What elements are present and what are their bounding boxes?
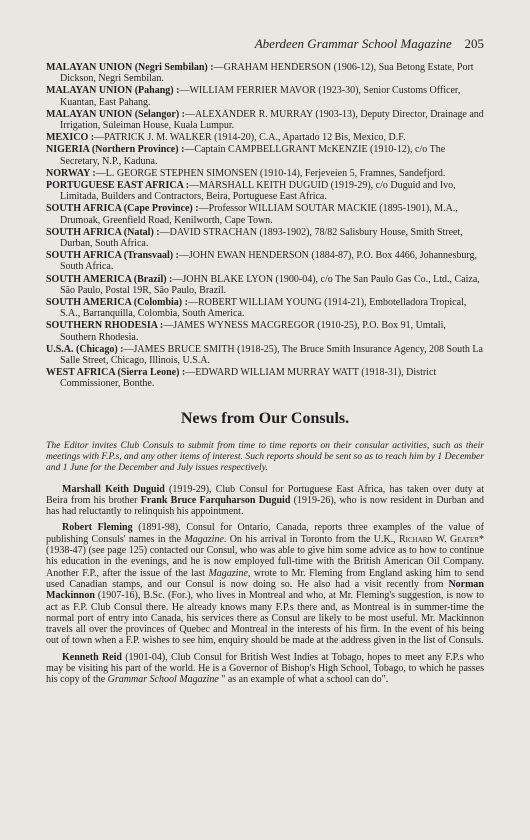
entry-text: —JAMES BRUCE SMITH (1918-25), The Bruce Smith Insurance Agency, 208 South La Salle Street, Chicago, Illinois, U.S.A. [60,343,483,367]
paragraph-text: (1919-26), who is now resident in Durban and has had reluctantly to relinquish his appointment. [46,494,485,518]
entry-country: MALAYAN UNION (Selangor) : [46,108,185,120]
person-name: Marshall Keith Duguid [62,483,165,495]
section-title: News from Our Consuls. [180,409,350,427]
consul-entry [46,168,484,179]
page-header [46,36,484,52]
paragraph-text: (1919-29), Club Consul for Portuguese East Africa, has taken over duty at Beira from his brother [46,483,485,506]
entry-country: MEXICO : [46,132,95,144]
paragraph-text: " as an example of what a school can do". [218,674,389,686]
magazine-title: Magazine [208,567,248,579]
entry-country: MALAYAN UNION (Pahang) : [46,85,180,97]
entry-text: —Captain CAMPBELLGRANT McKENZIE (1910-12), c/o The Secretary, N.P., Kaduna. [60,144,446,167]
consul-list [46,62,484,390]
entry-text: —ROBERT WILLIAM YOUNG (1914-21), Embotelladora Tropical, S.A., Barranquilla, Colombia, South America. [60,297,467,320]
entry-country: SOUTH AMERICA (Colombia) : [46,297,188,309]
consul-entry [46,85,484,107]
consul-entry [46,109,484,131]
entry-text: —JOHN BLAKE LYON (1900-04), c/o The San Paulo Gas Co., Ltd., Caiza, São Paulo, Postal 19R, São Paulo, Brazil. [60,273,480,296]
entry-country: PORTUGUESE EAST AFRICA : [46,180,190,192]
entry-text: —GRAHAM HENDERSON (1906-12), Sua Betong Estate, Port Dickson, Negri Sembilan. [60,62,474,85]
consul-entry [46,203,484,225]
magazine-title: Grammar School Magazine [107,674,219,686]
person-name: Robert Fleming [62,522,133,534]
news-paragraph-duguid [46,484,484,518]
paragraph-text: (1901-04), Club Consul for British West Indies at Tobago, hopes to meet any F.P.s who may be visiting his part of the world. He is a Governor of Bishop's High School, Tobago, to which he passes his copy of the [46,651,484,686]
entry-text: —WILLIAM FERRIER MAVOR (1923-30), Senior Customs Officer, Kuantan, East Pahang. [60,85,461,108]
page-number: 205 [464,36,484,51]
paragraph-text: , wrote to Mr. Fleming from England asking him to send used Canadian stamps, and our Consul is now doing so. He also had a visit recently from [46,567,484,590]
news-paragraph-reid [46,652,484,686]
consul-entry [46,144,484,166]
consul-entry [46,62,484,84]
entry-country: U.S.A. (Chicago) : [46,343,124,355]
consul-entry [46,132,484,143]
consul-entry [46,227,484,249]
entry-country: SOUTH AMERICA (Brazil) : [46,273,173,285]
person-name-smallcaps: Richard W. Geater [399,533,480,545]
entry-text: —MARSHALL KEITH DUGUID (1919-29), c/o Duguid and Ivo, Limitada, Builders and Contractors, Beira, Portuguese East Africa. [60,180,456,203]
magazine-title: Magazine [184,533,224,545]
person-name: Kenneth Reid [62,651,122,663]
person-name: Frank Bruce Farquharson Duguid [140,494,291,506]
consul-entry [46,367,484,389]
consul-entry [46,274,484,296]
paragraph-text: * (1938-47) (see page 125) contacted our Consul, who was able to give him some advice as to how to continue his education in the evenings, and he is now employed full-time with the British American Oil Company. Another F.P., after the issue of the last [46,533,485,579]
entry-text: —ALEXANDER R. MURRAY (1903-13), Deputy Director, Drainage and Irrigation, Suleiman House, Kuala Lumpur. [60,108,484,132]
news-paragraph-fleming [46,522,484,646]
person-name: Norman Mackinnon [46,578,484,602]
entry-text: —EDWARD WILLIAM MURRAY WATT (1918-31), District Commissioner, Bonthe. [60,367,437,390]
entry-country: MALAYAN UNION (Negri Sembilan) : [46,62,214,73]
entry-country: NORWAY : [46,167,96,179]
entry-country: WEST AFRICA (Sierra Leone) : [46,367,186,379]
entry-country: SOUTH AFRICA (Transvaal) : [46,250,179,262]
entry-text: —JOHN EWAN HENDERSON (1884-87), P.O. Box 4466, Johannesburg, South Africa. [60,250,478,273]
paragraph-text: . On his arrival in Toronto from the U.K., [223,533,400,545]
consul-entry [46,250,484,272]
entry-text: —DAVID STRACHAN (1893-1902), 78/82 Salisbury House, Smith Street, Durban, South Africa. [60,226,463,250]
paragraph-text: (1891-98), Consul for Ontario, Canada, reports three examples of the value of publishing Consuls' names in the [46,522,484,545]
entry-country: SOUTH AFRICA (Natal) : [46,226,160,238]
consul-entry [46,320,484,342]
entry-text: —JAMES WYNESS MACGREGOR (1910-25), P.O. Box 91, Umtali, Southern Rhodesia. [60,320,446,343]
consul-entry [46,344,484,366]
consul-entry [46,297,484,319]
entry-text: —PATRICK J. M. WALKER (1914-20), C.A., Apartado 12 Bis, Mexico, D.F. [94,132,406,144]
running-title: Aberdeen Grammar School Magazine [254,36,452,51]
editor-note: The Editor invites Club Consuls to submit from time to time reports on their consular activities, such as their meetings with F.P.s, and any other items of interest. Such reports should be sent so as to reach him by 1 December and 1 June for the December and July issues respectively. [46,439,484,474]
entry-text: —Professor WILLIAM SOUTAR MACKIE (1895-1901), M.A., Drumoak, Greenfield Road, Kenilworth, Cape Town. [60,203,458,226]
entry-country: SOUTHERN RHODESIA : [46,320,164,332]
entry-country: SOUTH AFRICA (Cape Province) : [46,203,199,215]
entry-text: —L. GEORGE STEPHEN SIMONSEN (1910-14), Ferjeveien 5, Framnes, Sandefjord. [95,167,446,179]
paragraph-text: (1907-16), B.Sc. (For.), who lives in Montreal and who, at Mr. Fleming's suggestion, is now to act as F.P. Club Consul there. He already knows many F.P.s there and, as Montreal is in summer-time the normal port of entry into Canada, his services there as Consul are likely to be most useful. Mr. Mackinnon travels all over the provinces of Quebec and Montreal in the interests of his firm. In the event of his being out of town when a F.P. wishes to see him, enquiry should be made at the address given in the list of Consuls. [46,590,484,647]
consul-entry [46,180,484,202]
entry-country: NIGERIA (Northern Province) : [46,144,185,156]
